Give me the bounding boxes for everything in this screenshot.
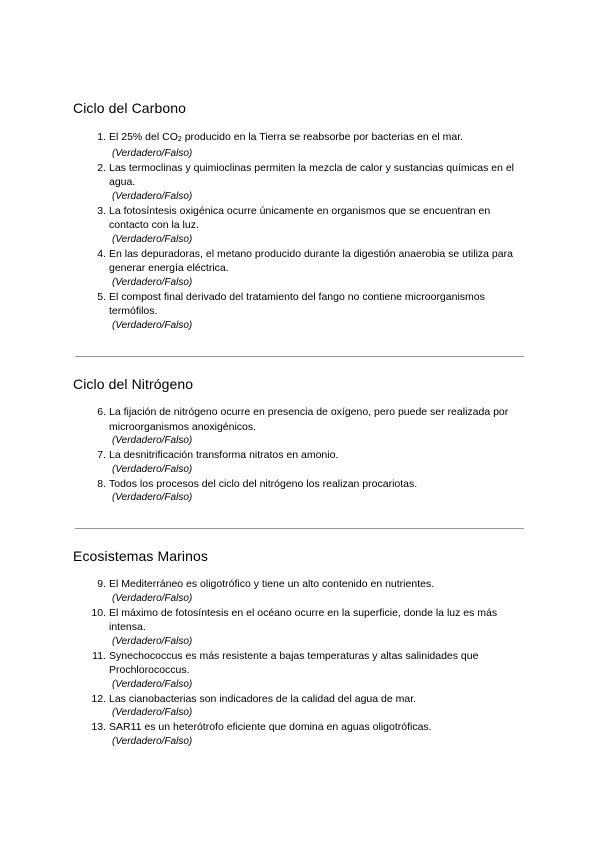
question-item	[73, 247, 525, 290]
section-title: Ecosistemas Marinos	[73, 548, 208, 564]
question-number: 6.	[97, 406, 106, 418]
section-title: Ciclo del Nitrógeno	[73, 376, 194, 392]
question-text: La fijación de nitrógeno ocurre en presencia de oxígeno, pero puede ser realizada por microorganismos anoxigénicos.	[109, 406, 509, 433]
section-divider	[75, 356, 524, 357]
question-text: Las termoclinas y quimioclinas permiten la mezcla de calor y sustancias químicas en el agua.	[109, 161, 515, 188]
section-marine-ecosystems	[73, 548, 525, 749]
question-text: El compost final derivado del tratamiento del fango no contiene microorganismos termófilos.	[109, 290, 485, 317]
answer-prompt: (Verdadero/Falso)	[112, 635, 193, 647]
question-item	[73, 606, 525, 649]
question-number: 9.	[97, 578, 106, 590]
question-item	[73, 405, 525, 448]
question-number: 4.	[97, 247, 106, 260]
answer-prompt: (Verdadero/Falso)	[112, 492, 193, 503]
question-text: En las depuradoras, el metano producido durante la digestión anaerobia se utiliza para generar energía eléctrica.	[109, 247, 513, 274]
question-item	[73, 204, 525, 247]
question-item	[73, 649, 525, 692]
question-list	[73, 405, 525, 505]
section-title: Ciclo del Carbono	[73, 100, 186, 116]
subscript: 2	[177, 136, 182, 143]
question-text: La fotosíntesis oxigénica ocurre únicamente en organismos que se encuentran en contacto con la luz.	[109, 204, 491, 231]
question-text: El máximo de fotosíntesis en el océano ocurre en la superficie, donde la luz es más intensa.	[109, 606, 498, 633]
answer-prompt: (Verdadero/Falso)	[112, 190, 193, 202]
question-item	[73, 720, 525, 749]
answer-prompt: (Verdadero/Falso)	[112, 435, 193, 446]
answer-prompt: (Verdadero/Falso)	[112, 463, 193, 475]
question-item	[73, 448, 525, 477]
question-number: 3.	[97, 204, 106, 217]
answer-prompt: (Verdadero/Falso)	[112, 319, 193, 331]
question-item	[73, 577, 525, 606]
question-number: 12.	[91, 692, 106, 705]
answer-prompt: (Verdadero/Falso)	[112, 735, 193, 747]
question-text: El Mediterráneo es oligotrófico y tiene un alto contenido en nutrientes.	[109, 578, 435, 590]
question-number: 5.	[97, 290, 106, 303]
question-number: 8.	[97, 477, 106, 490]
answer-prompt: (Verdadero/Falso)	[112, 147, 193, 159]
answer-prompt: (Verdadero/Falso)	[112, 678, 193, 690]
question-item	[73, 290, 525, 333]
answer-prompt: (Verdadero/Falso)	[112, 276, 193, 288]
question-number: 13.	[91, 721, 106, 733]
question-text: El 25% del $CO_2$ producido en la Tierra se reabsorbe por bacterias en el mar.	[109, 131, 464, 143]
question-number: 2.	[97, 161, 106, 174]
section-carbon-cycle	[73, 100, 525, 333]
question-number: 11.	[92, 649, 106, 662]
question-number: 10.	[91, 606, 106, 619]
question-text: Todos los procesos del ciclo del nitrógeno los realizan procariotas.	[109, 477, 418, 490]
question-item	[73, 161, 525, 204]
question-number: 1.	[97, 131, 106, 143]
question-number: 7.	[97, 449, 106, 461]
question-list	[73, 130, 525, 333]
question-text: Synechococcus es más resistente a bajas temperaturas y altas salinidades que Prochlorococcus.	[109, 649, 479, 676]
answer-prompt: (Verdadero/Falso)	[112, 592, 193, 604]
question-text: La desnitrificación transforma nitratos en amonio.	[109, 449, 339, 461]
question-list	[73, 577, 525, 749]
answer-prompt: (Verdadero/Falso)	[112, 707, 193, 718]
question-text: Las cianobacterias son indicadores de la calidad del agua de mar.	[109, 692, 417, 705]
question-text: SAR11 es un heterótrofo eficiente que domina en aguas oligotróficas.	[109, 721, 432, 733]
answer-prompt: (Verdadero/Falso)	[112, 233, 193, 245]
question-item	[73, 692, 525, 721]
question-item	[73, 130, 525, 161]
section-nitrogen-cycle	[73, 376, 525, 505]
section-divider	[75, 528, 524, 529]
question-item	[73, 477, 525, 506]
